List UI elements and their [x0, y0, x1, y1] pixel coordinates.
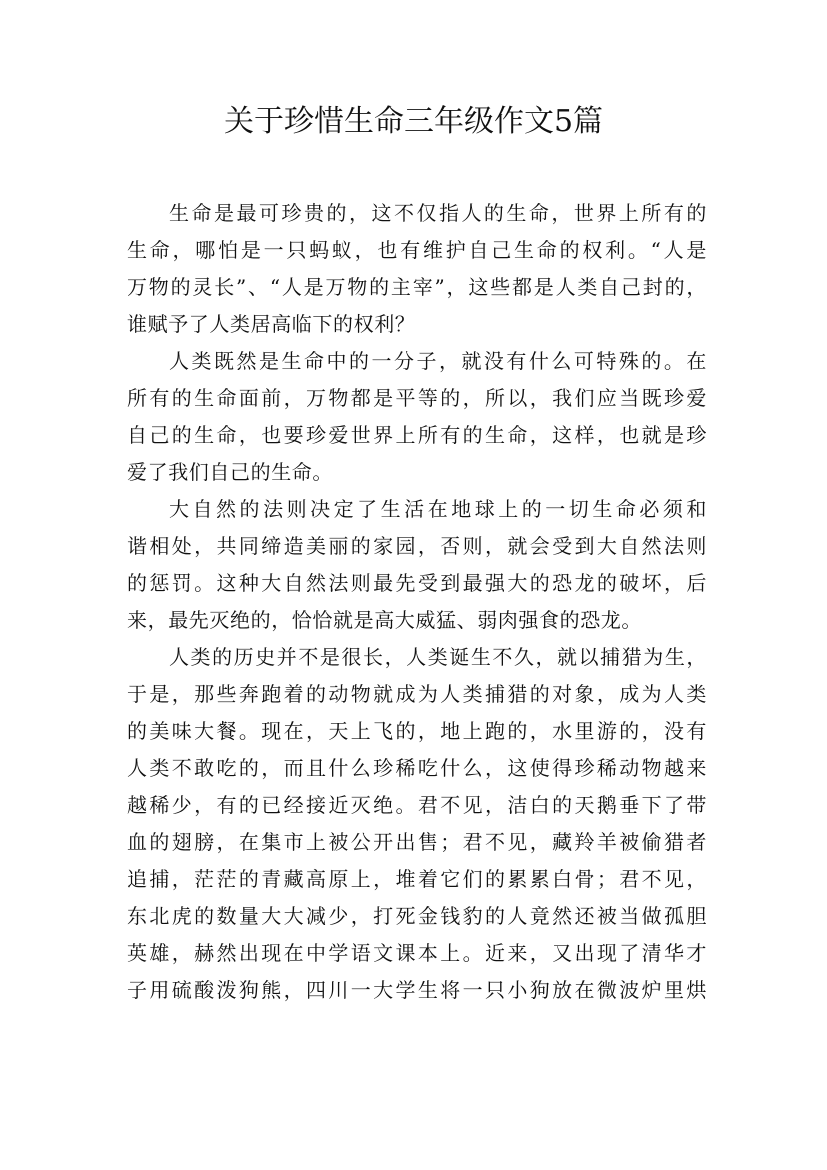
text-line: 人类不敢吃的，而且什么珍稀吃什么，这使得珍稀动物越来 [127, 756, 707, 780]
text-line: 的美味大餐。现在，天上飞的，地上跑的，水里游的，没有 [127, 719, 707, 743]
document-body [127, 195, 707, 1009]
text-line: 生命，哪怕是一只蚂蚁，也有维护自己生命的权利。“人是 [127, 238, 707, 262]
text-line: 的惩罚。这种大自然法则最先受到最强大的恐龙的破坏，后 [127, 571, 707, 595]
text-line: 万物的灵长”、“人是万物的主宰”，这些都是人类自己封的， [127, 275, 707, 299]
text-line: 谐相处，共同缔造美丽的家园，否则，就会受到大自然法则 [127, 534, 707, 558]
text-line: 追捕，茫茫的青藏高原上，堆着它们的累累白骨；君不见， [127, 867, 707, 891]
text-line: 越稀少，有的已经接近灭绝。君不见，洁白的天鹅垂下了带 [127, 793, 707, 817]
paragraph-2 [127, 343, 707, 491]
text-line: 东北虎的数量大大减少，打死金钱豹的人竟然还被当做孤胆 [127, 904, 707, 928]
text-line: 来，最先灭绝的，恰恰就是高大威猛、弱肉强食的恐龙。 [127, 608, 642, 632]
text-line: 所有的生命面前，万物都是平等的，所以，我们应当既珍爱 [127, 386, 707, 410]
document-title: 关于珍惜生命三年级作文5篇 [223, 104, 604, 139]
text-line: 人类既然是生命中的一分子，就没有什么可特殊的。在 [169, 349, 707, 373]
text-line: 于是，那些奔跑着的动物就成为人类捕猎的对象，成为人类 [127, 682, 707, 706]
text-line: 爱了我们自己的生命。 [127, 460, 333, 484]
paragraph-3 [127, 491, 707, 639]
text-line: 子用硫酸泼狗熊，四川一大学生将一只小狗放在微波炉里烘 [127, 978, 707, 1002]
text-line: 人类的历史并不是很长，人类诞生不久，就以捕猎为生， [169, 645, 707, 669]
text-line: 谁赋予了人类居高临下的权利？ [127, 312, 416, 336]
text-line: 血的翅膀，在集市上被公开出售；君不见，藏羚羊被偷猎者 [127, 830, 707, 854]
paragraph-1 [127, 195, 707, 343]
text-line: 自己的生命，也要珍爱世界上所有的生命，这样，也就是珍 [127, 423, 707, 447]
text-line: 生命是最可珍贵的，这不仅指人的生命，世界上所有的 [169, 201, 707, 225]
text-line: 大自然的法则决定了生活在地球上的一切生命必须和 [169, 497, 707, 521]
text-line: 英雄，赫然出现在中学语文课本上。近来，又出现了清华才 [127, 941, 707, 965]
paragraph-4 [127, 639, 707, 1009]
